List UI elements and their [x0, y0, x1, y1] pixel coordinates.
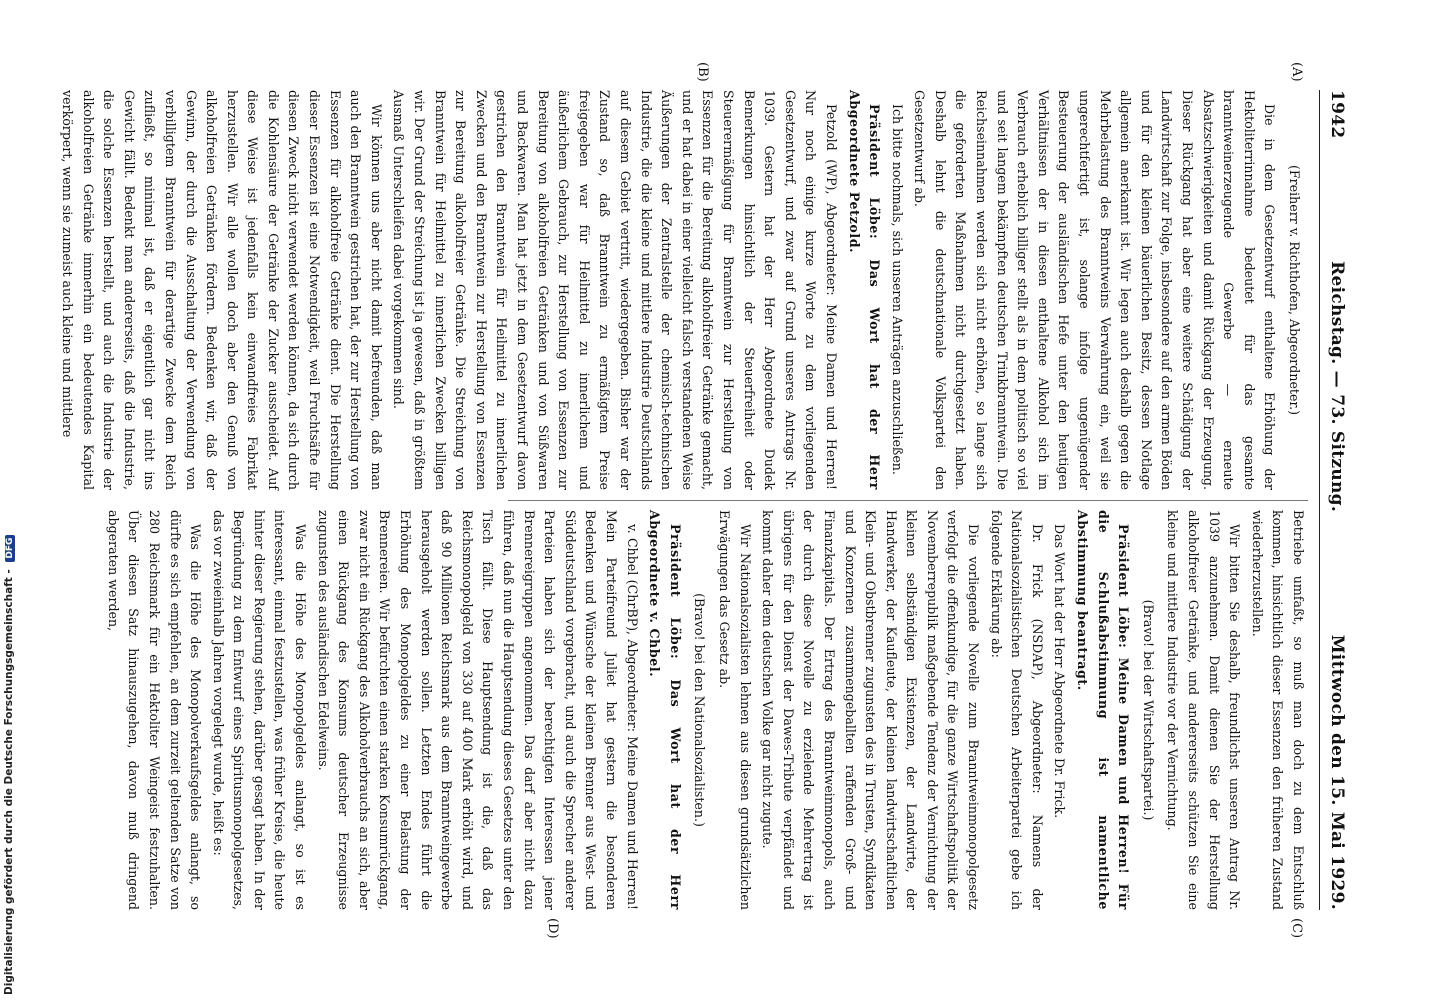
- applause-note: (Bravo! bei den Nationalsozialisten.): [692, 593, 708, 827]
- credit-line: [3, 535, 15, 995]
- left-column: [54, 90, 1308, 490]
- paragraph: Wir bitten Sie deshalb, freundlichst unseren Antrag Nr. 1039 anzunehmen. Damit dienen Sie der Herstellung alkoholfreier Getränke, und andererseits schützen Sie eine kleine und mittlere Industrie vor der Vernichtung.: [1165, 510, 1243, 910]
- digitization-credit: [0, 0, 20, 1000]
- page-number: 1942: [1327, 90, 1347, 139]
- paragraph: Wir Nationalsozialisten lehnen aus diesen grundsätzlichen Erwägungen das Gesetz ab.: [716, 510, 753, 910]
- paragraph: v. Chbel (ChrBP), Abgeordneter: Meine Damen und Herren! Mein Parteifreund Juliet hat gestern die besonderen Bedenken und Wünsche der kleinen Brenner aus West- und Süddeutschland vorgebracht, und auch die Sprecher anderer Parteien haben sich der berechtigten Interessen jener Brennereigruppen angenommen. Das darf aber nicht dazu führen, daß nun die Hauptsendung dieses Gesetzes unter den Tisch fällt. Diese Hauptsendung ist die, daß das Reichsmonopolgeld von 330 auf 400 Mark erhöht wird, und daß 90 Millionen Reichsmark aus dem Branntweingewerbe herausgeholt werden sollen. Letzten Endes führt die Erhöhung des Monopolgeldes zu einer Belastung der Brennereien. Wir befürchten einen starken Konsumrückgang, zwar nicht ein Rückgang des Alkoholverbrauchs an sich, aber einen Rückgang des Konsums deutscher Erzeugnisse zugunsten des ausländischen Edelweins.: [315, 510, 640, 910]
- dfg-logo: DFG: [5, 535, 15, 562]
- margin-marker-a: (A): [1289, 62, 1304, 82]
- credit-text: Digitalisierung gefördert durch die Deutsche Forschungsgemeinschaft -: [3, 569, 15, 995]
- paragraph: Das Wort hat der Herr Abgeordnete Dr. Frick.: [1052, 524, 1068, 819]
- column-divider: [508, 500, 1308, 501]
- paragraph: Betriebe umfaßt, so muß man doch zu dem Entschluß kommen, hinsichtlich dieser Essenzen den früheren Zustand wiederherzustellen.: [1249, 510, 1306, 910]
- session-date: Mittwoch den 15. Mai 1929.: [1327, 634, 1347, 910]
- margin-marker-c: (C): [1289, 918, 1304, 939]
- page-header: [1324, 90, 1350, 910]
- president-statement: Präsident Löbe: Das Wort hat der Herr Abgeordnete Petzold.: [846, 90, 883, 490]
- quotation: Was die Höhe des Monopolverkaufsgeldes anlangt, so dürfte es sich empfehlen, an dem zurzeit geltenden Satze von 280 Reichsmark für ein Hektoliter Weingeist festzuhalten. Über diesen Satz hinauszugehen, davon muß dringend abgeraten werden,: [105, 510, 204, 910]
- header-rule: [1319, 90, 1320, 910]
- paragraph: Was die Höhe des Monopolgeldes anlangt, so ist es interessant, einmal festzustellen, was früher Kreise, die heute hinter dieser Regierung stehen, darüber gesagt haben. In der Begründung zu dem Entwurf eines Spiritusmonopolgesetzes, das vor zweieinhalb Jahren vorgelegt wurde, heißt es:: [210, 510, 309, 910]
- paragraph: Ich bitte nochmals, sich unseren Anträgen anzuschließen.: [889, 104, 905, 475]
- president-statement: Präsident Löbe: Das Wort hat der Herr Abgeordnete v. Chbel.: [647, 510, 683, 910]
- paragraph: Die vorliegende Novelle zum Branntweinmonopolgesetz verfolgt die offenkundige, für die ganze Wirtschaftspolitik der Novemberrepublik maßgebende Tendenz der Vernichtung der kleinen selbständigen Existenzen, der Landwirte, der Handwerker, der Kaufleute, der kleinen landwirtschaftlichen Klein- und Obstbrenner zugunsten des in Trusten, Syndikaten und Konzernen zusammengeballten raffenden Groß- und Finanzkapitals. Der Ertrag des Branntweinmonopols, auch der durch diese Novelle zu erzielende Mehrertrag ist übrigens für den Dienst der Dawes-Tribute verpfändet und kommt daher dem deutschen Volke gar nicht zugute.: [760, 510, 982, 910]
- paragraph: Petzold (WP), Abgeordneter: Meine Damen und Herren! Nur noch einige kurze Worte zu dem vorliegenden Gesetzentwurf, und zwar auf Grund unseres Antrags Nr. 1039. Gestern hat der Herr Abgeordnete Dudek Bemerkungen hinsichtlich der Steuerfreiheit oder Steuerermäßigung für Branntwein zur Herstellung von Essenzen für die Bereitung alkoholfreier Getränke gemacht, und er hat dabei in einer vielleicht falsch verstandenen Weise Äußerungen der Zentralstelle der chemisch-technischen Industrie, die die kleine und mittlere Industrie Deutschlands auf diesem Gebiet vertritt, wiedergegeben. Bisher war der Zustand so, daß Branntwein zu ermäßigtem Preise freigegeben war für Heilmittel zu innerlichem und äußerlichem Gebrauch, zur Herstellung von Essenzen zur Bereitung von alkoholfreien Getränken und von Süßwaren und Backwaren. Man hat jetzt in dem Gesetzentwurf davon gestrichen den Branntwein für Heilmittel zu innerlichen Zwecken und den Branntwein zur Herstellung von Essenzen zur Bereitung alkoholfreier Getränke. Die Streichung von Branntwein für Heilmittel zu innerlichen Zwecken billigen wir. Der Grund der Streichung ist ja gewesen, daß in größtem Ausmaß Unterschleifen dabei vorgekommen sind.: [391, 90, 839, 490]
- president-statement: Präsident Löbe: Meine Damen und Herren! Für die Schlußabstimmung ist namentliche Abstimmung beantragt.: [1075, 510, 1132, 910]
- paragraph: Wir können uns aber nicht damit befreunden, daß man auch den Branntwein gestrichen hat, der zur Herstellung von Essenzen für alkoholfreie Getränke dient. Die Herstellung dieser Essenzen ist eine Notwendigkeit, weil Fruchtsäfte für diesen Zweck nicht verwendet werden können, da sich durch die Kohlensäure der Getränke der Zucker ausscheidet. Auf diese Weise ist jedenfalls kein einwandfreies Fabrikat herzustellen. Wir alle wollen doch aber den Genuß von alkoholfreien Getränken fördern. Bedenken wir, daß der Gewinn, der durch die Ausschaltung der Verwendung von verbilligtem Branntwein für derartige Zwecke dem Reich zufließt, so minimal ist, daß er eigentlich gar nicht ins Gewicht fällt. Bedenkt man andererseits, daß die Industrie, die solche Essenzen herstellt, und auch die Industrie der alkoholfreien Getränke immerhin ein bedeutendes Kapital verkörpert, wenn sie zumeist auch kleine und mittlere: [59, 90, 384, 490]
- session-title: Reichstag. — 73. Sitzung.: [1327, 261, 1347, 513]
- paragraph: Die in dem Gesetzentwurf enthaltene Erhöhung der Hektoliterrinnahme bedeutet für das gesamte branntweinerzeugende Gewerbe — erneute Absatzschwierigkeiten und damit Rückgang der Erzeugung. Dieser Rückgang hat aber eine weitere Schädigung der Landwirtschaft zur Folge, insbesondere auf den armen Böden und für den kleinen bäuerlichen Besitz, dessen Notlage allgemein anerkannt ist. Wir legen auch deshalb gegen die Mehrbelastung des Branntweins Verwahrung ein, weil sie ungerechtfertigt ist, solange infolge ungenügender Besteuerung der ausländischen Hefe unter den heutigen Verhältnissen der in diesen enthaltene Alkohol sich im Verbrauch erheblich billiger stellt als in dem politisch so viel und seit langem bekämpften deutschen Trinkbranntwein. Die Reichseinnahmen werden sich nicht erhöhen, so lange sich die geforderten Maßnahmen nicht durchgesetzt haben. Deshalb lehnt die deutschnationale Volkspartei den Gesetzentwurf ab.: [912, 90, 1278, 490]
- paragraph: Dr. Frick (NSDAP), Abgeordneter: Namens der Nationalsozialistischen Deutschen Arbeiterpartei gebe ich folgende Erklärung ab:: [988, 510, 1045, 910]
- margin-marker-d: (D): [545, 918, 560, 939]
- rotated-page-content: [59, 0, 1360, 1000]
- right-column: [100, 510, 1308, 910]
- applause-note: (Bravo! bei der Wirtschaftspartei.): [1140, 599, 1156, 821]
- margin-marker-b: (B): [695, 62, 710, 82]
- speaker-continuation: (Freiherr v. Richthofen, Abgeordneter.): [1287, 164, 1302, 415]
